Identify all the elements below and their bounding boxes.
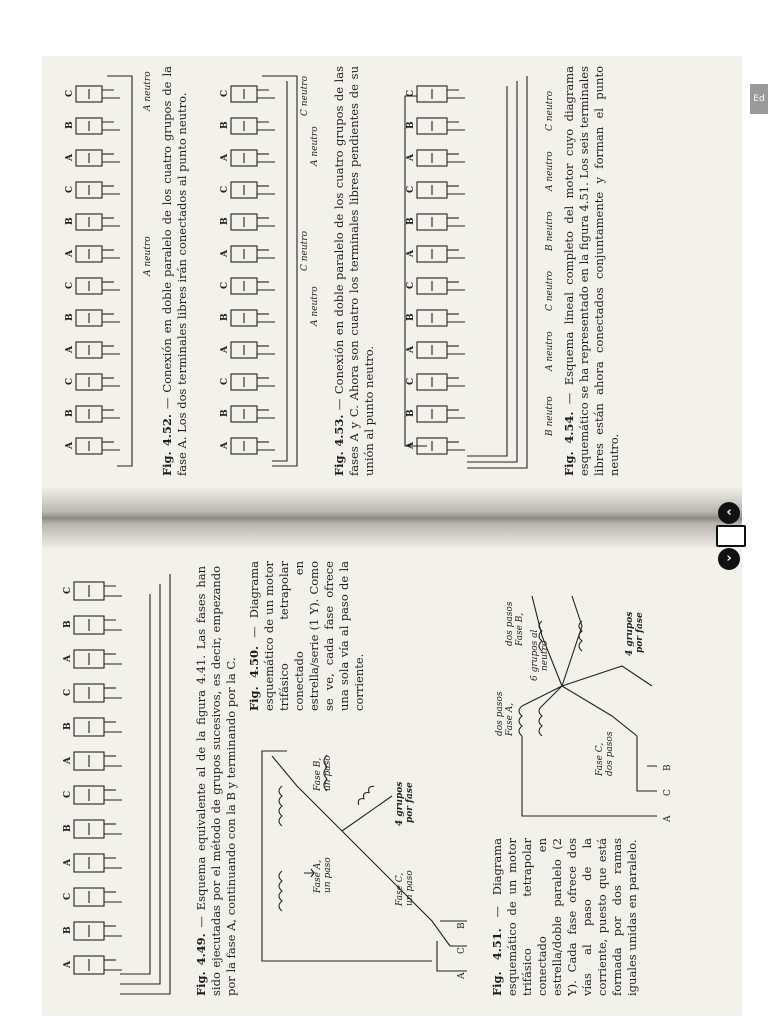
fig-450-term-b: B xyxy=(457,922,467,929)
fig-454-caption: Fig. 4.54. — Esquema lineal completo del motor cuyo diagrama esquemático se ha representado en la figura 4.51. Los seis terminales libres están ahora conectados conjuntamente y forman el punto neutro. xyxy=(562,66,621,476)
fig-452-phase-label: C xyxy=(65,185,75,193)
fig-449-phase-label: C xyxy=(63,790,73,798)
fig-450-term-a: A xyxy=(457,972,467,979)
fig-452-phase-label: C xyxy=(65,281,75,289)
fig-454-neutro-3: C neutro xyxy=(545,270,555,311)
fig-452-diagram xyxy=(62,66,157,476)
fig-453-c-neutro-2: C neutro xyxy=(300,75,310,116)
fig-451-caption: Fig. 4.51. — Diagrama esquemático de un motor trifásico tetrapolar conectado en estrella/doble paralelo (2 Y). Cada fase ofrece dos vías al paso de la corriente, puesto que está formada por dos ramas iguales unidas en paralelo. xyxy=(490,837,639,996)
fig-453-phase-label: B xyxy=(220,121,230,129)
fig-451-grupos-sub: por fase xyxy=(635,612,645,653)
fig-452-phase-label: B xyxy=(65,121,75,129)
fig-452-phase-label: C xyxy=(65,89,75,97)
fig-452-phase-label: C xyxy=(65,377,75,385)
fig-451-neutro-top: 6 grupos al xyxy=(530,629,540,681)
fig-453-phase-label: C xyxy=(220,377,230,385)
fig-454-neutro-4: B neutro xyxy=(545,211,555,251)
fig-449-phase-label: B xyxy=(63,620,73,628)
fig-450-diagram xyxy=(242,721,477,1001)
fig-451-fase-a: Fase A, xyxy=(505,702,515,736)
fig-451-term-b: B xyxy=(663,764,673,771)
fig-449-phase-label: A xyxy=(63,859,73,866)
fig-453-phase-label: A xyxy=(220,250,230,257)
fig-453-phase-label: A xyxy=(220,154,230,161)
book-icon[interactable] xyxy=(716,525,746,547)
chevron-left-icon: ‹ xyxy=(726,505,732,520)
fig-454-phase-label: B xyxy=(406,313,416,321)
fig-450-fase-b-sub: un paso xyxy=(323,755,333,791)
fig-452-bus-line xyxy=(107,76,132,466)
fig-450-grupos: 4 grupos xyxy=(395,781,405,826)
fig-454-neutro-2: A neutro xyxy=(545,331,555,371)
fig-454-phase-label: A xyxy=(406,154,416,161)
fig-449-phase-label: B xyxy=(63,722,73,730)
fig-449-caption: Fig. 4.49. — Esquema equivalente al de la figura 4.41. Las fases han sido ejecutadas por el método de grupos sucesivos, es decir, empezando por la fase A, continuando con la B y terminando por la C. xyxy=(194,566,238,996)
fig-451-term-a: A xyxy=(663,815,673,822)
fig-454-phase-label: C xyxy=(406,89,416,97)
fig-449-phase-label: A xyxy=(63,961,73,968)
fig-454-phase-label: A xyxy=(406,250,416,257)
fig-450-fase-b: Fase B, xyxy=(313,757,323,791)
fig-453-phase-label: C xyxy=(220,281,230,289)
fig-450-term-c: C xyxy=(457,947,467,954)
fig-454-phase-label: B xyxy=(406,409,416,417)
fig-454-phase-label: A xyxy=(406,346,416,353)
corner-tab: Ed xyxy=(750,84,768,114)
next-page-button[interactable] xyxy=(718,548,740,570)
fig-451-fase-c-sub: dos pasos xyxy=(605,731,615,776)
fig-451-fase-a-sub: dos pasos xyxy=(495,691,505,736)
fig-449-phase-label: B xyxy=(63,824,73,832)
fig-449-diagram xyxy=(60,554,190,1004)
fig-449-phase-label: B xyxy=(63,926,73,934)
fig-454-phase-label: C xyxy=(406,281,416,289)
book-spread xyxy=(42,56,742,1016)
fig-451-neutro-sub: neutro xyxy=(540,640,550,671)
fig-452-phase-label: A xyxy=(65,442,75,449)
fig-453-phase-label: C xyxy=(220,185,230,193)
fig-454-bus-lines xyxy=(405,76,527,468)
fig-450-fase-a: Fase A, xyxy=(313,859,323,893)
fig-453-a-neutro-2: A neutro xyxy=(310,126,320,166)
fig-450-fase-a-sub: un paso xyxy=(323,857,333,893)
book-gutter xyxy=(42,488,742,548)
fig-451-fase-c: Fase C, xyxy=(595,742,605,776)
fig-450-fase-c-sub: un paso xyxy=(405,870,415,906)
fig-454-neutro-5: A neutro xyxy=(545,151,555,191)
fig-449-phase-label: C xyxy=(63,892,73,900)
fig-452-caption: Fig. 4.52. — Conexión en doble paralelo de los cuatro grupos de la fase A. Los dos terminales libres irán conectados al punto neutro. xyxy=(160,66,189,476)
fig-451-diagram xyxy=(482,551,682,836)
fig-454-phase-label: B xyxy=(406,121,416,129)
prev-page-button[interactable] xyxy=(718,502,740,524)
fig-453-diagram xyxy=(217,66,327,476)
fig-451-term-c: C xyxy=(663,789,673,796)
fig-450-fase-c: Fase C, xyxy=(395,872,405,906)
fig-452-phase-label: B xyxy=(65,313,75,321)
fig-451-grupos: 4 grupos xyxy=(625,611,635,656)
fig-453-caption: Fig. 4.53. — Conexión en doble paralelo de los cuatro grupos de las fases A y C. Ahora son cuatro los terminales libres pendientes de su unión al punto neutro. xyxy=(332,66,376,476)
fig-454-neutro-1: B neutro xyxy=(545,396,555,436)
fig-453-bus-lines xyxy=(262,76,297,466)
fig-454-diagram xyxy=(397,66,557,476)
fig-450-grupos-sub: por fase xyxy=(405,782,415,823)
fig-452-phase-label: A xyxy=(65,154,75,161)
fig-452-phase-label: A xyxy=(65,346,75,353)
fig-449-phase-label: A xyxy=(63,655,73,662)
fig-449-phase-label: C xyxy=(63,586,73,594)
fig-449-bus-lines xyxy=(120,574,170,994)
fig-453-phase-label: B xyxy=(220,409,230,417)
chevron-right-icon: › xyxy=(726,551,732,566)
fig-453-phase-label: A xyxy=(220,442,230,449)
fig-453-a-neutro-1: A neutro xyxy=(310,286,320,326)
fig-449-phase-label: C xyxy=(63,688,73,696)
fig-453-phase-label: A xyxy=(220,346,230,353)
fig-451-fase-b: Fase B, xyxy=(515,612,525,646)
fig-454-phase-label: C xyxy=(406,377,416,385)
fig-452-phase-label: B xyxy=(65,217,75,225)
fig-452-phase-label: B xyxy=(65,409,75,417)
fig-453-phase-label: B xyxy=(220,313,230,321)
fig-453-phase-label: B xyxy=(220,217,230,225)
scanned-page xyxy=(42,56,742,1016)
fig-451-fase-b-sub: dos pasos xyxy=(505,601,515,646)
fig-454-neutro-6: C neutro xyxy=(545,90,555,131)
fig-452-a-neutro-2: A neutro xyxy=(143,71,153,111)
fig-453-phase-label: C xyxy=(220,89,230,97)
fig-450-caption: Fig. 4.50. — Diagrama esquemático de un motor trifásico tetrapolar conectado en estrella/serie (1 Y). Como se ve, cada fase ofrece una sola vía al paso de la corriente. xyxy=(247,561,366,711)
fig-453-c-neutro-1: C neutro xyxy=(300,230,310,271)
fig-452-a-neutro-1: A neutro xyxy=(143,236,153,276)
fig-454-phase-label: A xyxy=(406,442,416,449)
fig-454-phase-label: B xyxy=(406,217,416,225)
fig-454-phase-label: C xyxy=(406,185,416,193)
fig-452-phase-label: A xyxy=(65,250,75,257)
fig-449-phase-label: A xyxy=(63,757,73,764)
